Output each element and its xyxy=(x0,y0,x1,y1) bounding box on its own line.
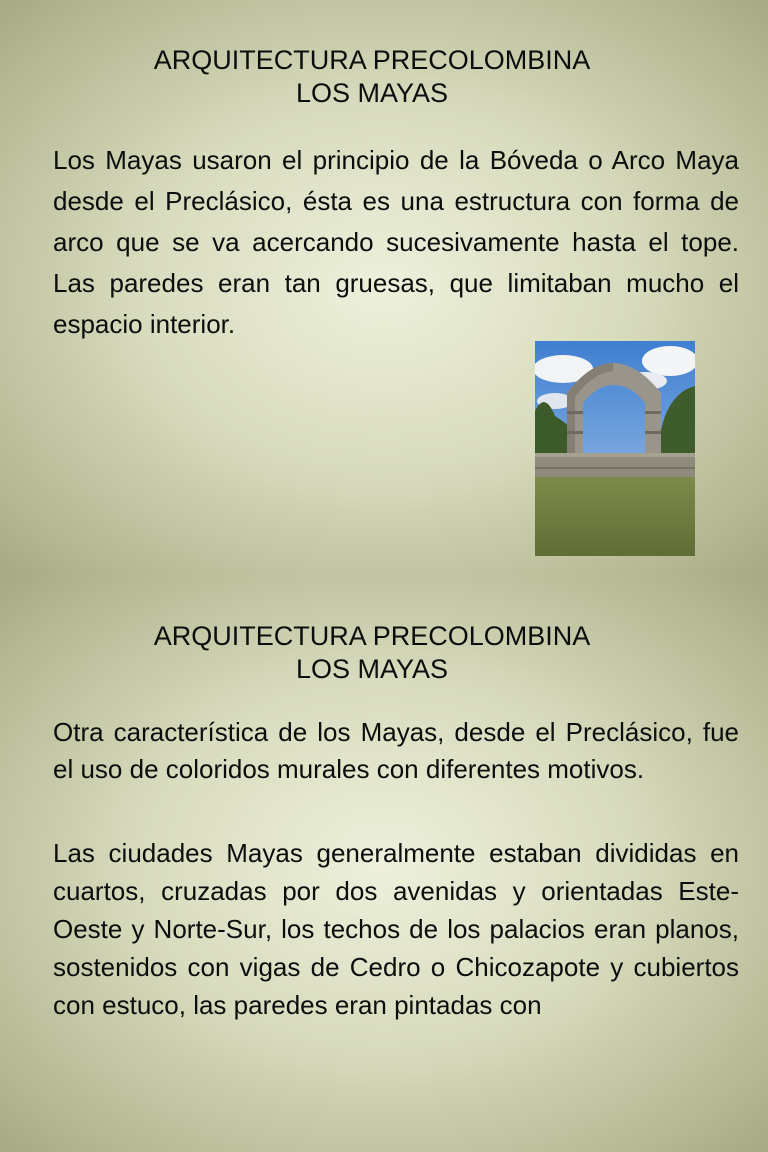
title-line-2: LOS MAYAS xyxy=(295,78,449,108)
body-paragraph: Los Mayas usaron el principio de la Bóveda o Arco Maya desde el Preclásico, ésta es una estructura con forma de arco que se va acercando sucesivamente hasta el tope. Las paredes eran tan gruesas, que limitaban mucho el espacio interior. xyxy=(53,145,739,339)
slide-2 xyxy=(0,576,768,1152)
body-paragraph-1: Otra característica de los Mayas, desde el Preclásico, fue el uso de coloridos murales con diferentes motivos. xyxy=(53,717,739,784)
title-line-2: LOS MAYAS xyxy=(295,654,449,684)
title-line-1: ARQUITECTURA PRECOLOMBINA xyxy=(153,45,591,75)
title-line-1: ARQUITECTURA PRECOLOMBINA xyxy=(153,621,591,651)
slide-title xyxy=(0,620,744,686)
maya-arch-photo xyxy=(535,341,695,556)
slide-title xyxy=(0,44,744,110)
body-paragraph-2: Las ciudades Mayas generalmente estaban divididas en cuartos, cruzadas por dos avenidas y orientadas Este-Oeste y Norte-Sur, los techos de los palacios eran planos, sostenidos con vigas de Cedro o Chicozapote y cubiertos con estuco, las paredes eran pintadas con xyxy=(53,838,739,1020)
